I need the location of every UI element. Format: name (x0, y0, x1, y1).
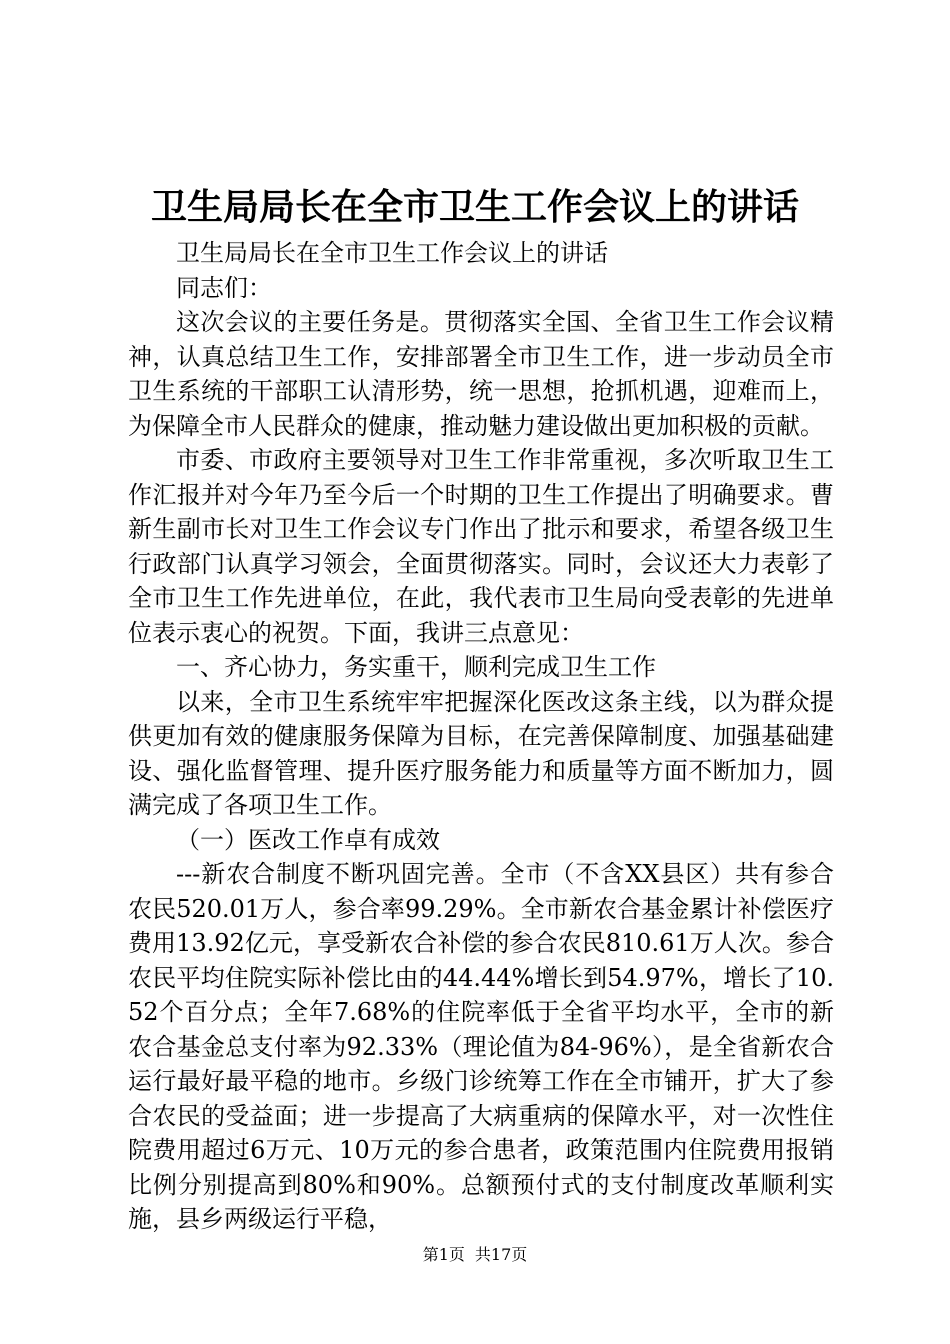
section-heading-1: 一、齐心协力，务实重干，顺利完成卫生工作 (176, 653, 656, 681)
page-total: 共17页 (474, 1245, 528, 1264)
subsection-heading-1: （一）医改工作卓有成效 (176, 825, 440, 854)
document-body (128, 236, 834, 1237)
paragraph-subtitle: 卫生局局长在全市卫生工作会议上的讲话 (176, 239, 608, 267)
paragraph-meeting-task: 这次会议的主要任务是。贯彻落实全国、全省卫生工作会议精神，认真总结卫生工作，安排部署全市卫生工作，进一步动员全市卫生系统的干部职工认清形势，统一思想，抢抓机遇，迎难而上，为保障全市人民群众的健康，推动魅力建设做出更加积极的贡献。 (128, 308, 834, 440)
page-footer (0, 1244, 950, 1266)
paragraph-rural-cooperative: ---新农合制度不断巩固完善。全市（不含XX县区）共有参合农民520.01万人，参合率99.29%。全市新农合基金累计补偿医疗费用13.92亿元，享受新农合补偿的参合农民810.61万人次。参合农民平均住院实际补偿比由的44.44%增长到54.97%，增长了10.52个百分点；全年7.68%的住院率低于全省平均水平，全市的新农合基金总支付率为92.33%（理论值为84-96%），是全省新农合运行最好最平稳的地市。乡级门诊统筹工作在全市铺开，扩大了参合农民的受益面；进一步提高了大病重病的保障水平，对一次性住院费用超过6万元、10万元的参合患者，政策范围内住院费用报销比例分别提高到80%和90%。总额预付式的支付制度改革顺利实施，县乡两级运行平稳， (128, 860, 834, 1233)
paragraph-leadership: 市委、市政府主要领导对卫生工作非常重视，多次听取卫生工作汇报并对今年乃至今后一个时期的卫生工作提出了明确要求。曹新生副市长对卫生工作会议专门作出了批示和要求，希望各级卫生行政部门认真学习领会，全面贯彻落实。同时，会议还大力表彰了全市卫生工作先进单位，在此，我代表市卫生局向受表彰的先进单位表示衷心的祝贺。下面，我讲三点意见： (128, 446, 834, 647)
document-title: 卫生局局长在全市卫生工作会议上的讲话 (150, 187, 799, 228)
paragraph-overview: 以来，全市卫生系统牢牢把握深化医改这条主线，以为群众提供更加有效的健康服务保障为目标，在完善保障制度、加强基础建设、强化监督管理、提升医疗服务能力和质量等方面不断加力，圆满完成了各项卫生工作。 (128, 687, 834, 819)
page-number: 第1页 (422, 1245, 465, 1264)
paragraph-salutation: 同志们： (176, 273, 272, 302)
